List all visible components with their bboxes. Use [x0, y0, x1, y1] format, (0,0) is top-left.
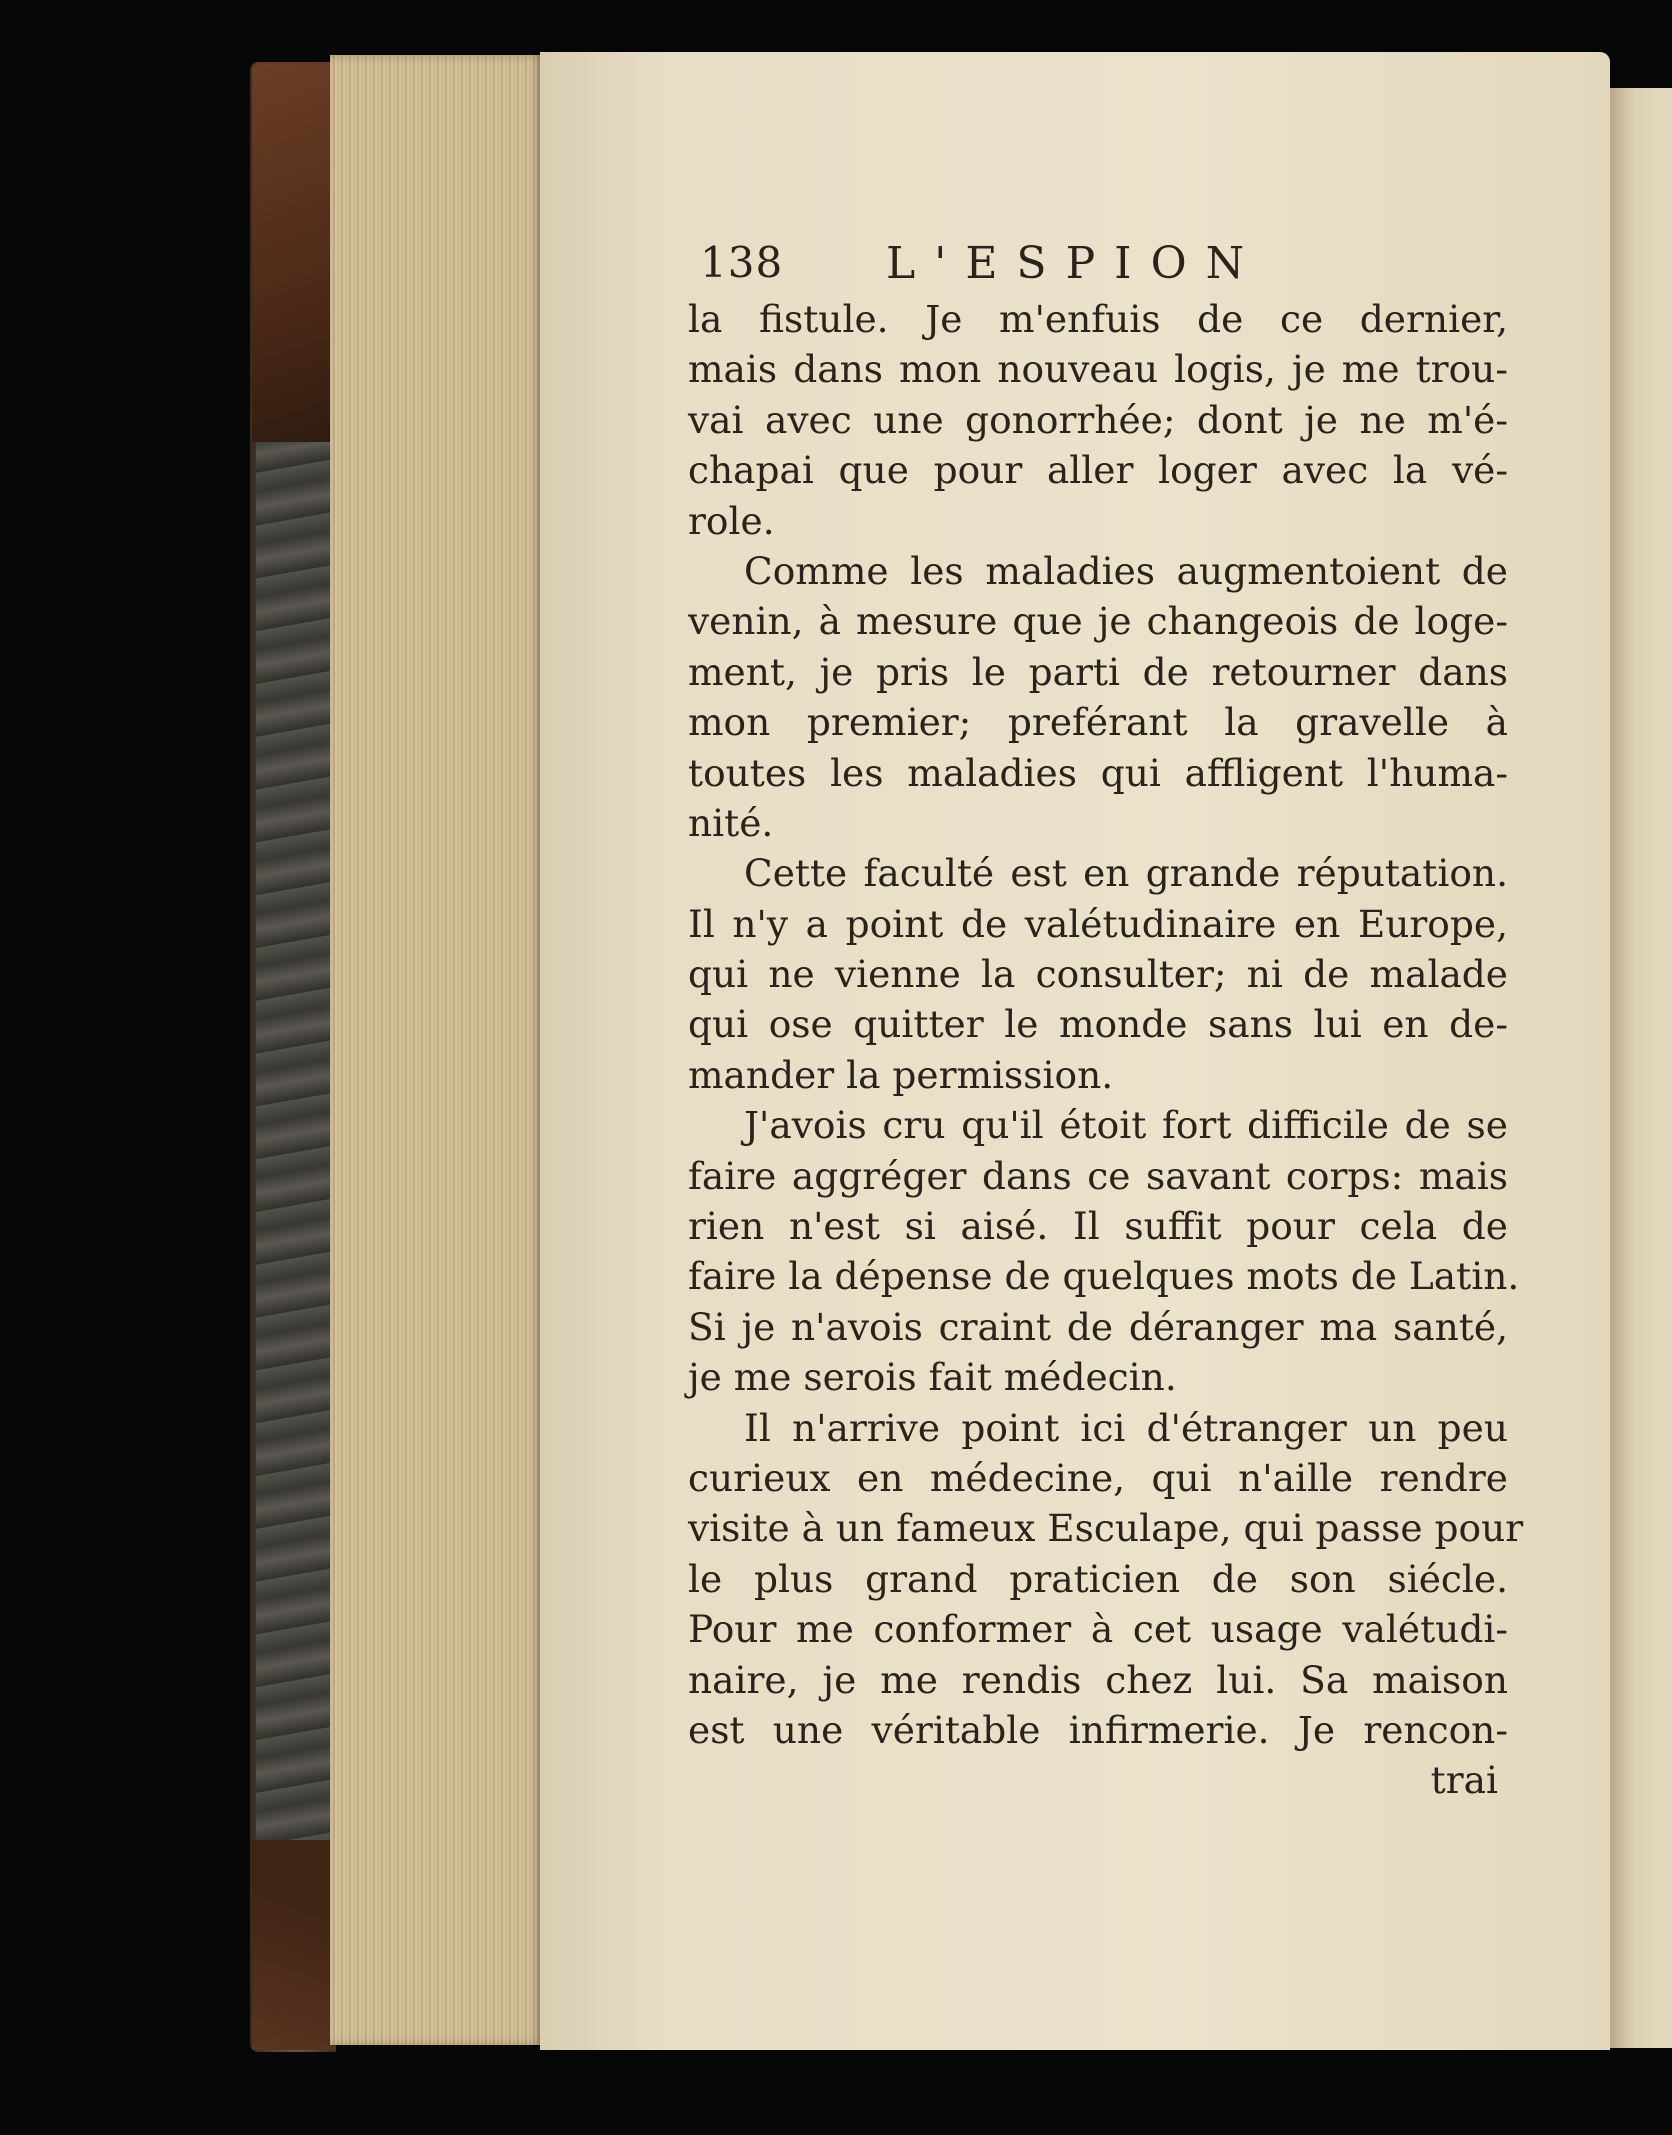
text-line: Pour me conformer à cet usage valétudi- [688, 1607, 1508, 1652]
text-line: est une véritable infirmerie. Je rencon- [688, 1707, 1508, 1752]
text-line: qui ose quitter le monde sans lui en de- [688, 1002, 1508, 1047]
text-line: Comme les maladies augmentoient de [744, 548, 1508, 593]
page-number: 138 [700, 238, 784, 287]
text-line: venin, à mesure que je changeois de loge- [688, 599, 1508, 644]
page-header [688, 238, 1508, 294]
catchword: trai [1430, 1758, 1498, 1803]
text-line: rien n'est si aisé. Il suffit pour cela de [688, 1204, 1508, 1249]
text-line: chapai que pour aller loger avec la vé- [688, 448, 1508, 493]
page-edges [330, 55, 544, 2045]
text-line: Si je n'avois craint de déranger ma santé, [688, 1304, 1508, 1349]
text-line: Cette faculté est en grande réputation. [744, 851, 1508, 896]
running-head: L'ESPION [886, 238, 1264, 289]
text-line: mais dans mon nouveau logis, je me trou- [688, 347, 1508, 392]
text-line: J'avois cru qu'il étoit fort difficile de se [744, 1103, 1508, 1148]
text-line: qui ne vienne la consulter; ni de malade [688, 952, 1508, 997]
text-line: curieux en médecine, qui n'aille rendre [688, 1455, 1508, 1500]
leather-corner-top [252, 62, 336, 442]
facing-page-edge [1610, 88, 1672, 2048]
text-line: je me serois fait médecin. [688, 1355, 1177, 1400]
text-line: Il n'arrive point ici d'étranger un peu [744, 1405, 1508, 1450]
text-line: faire aggréger dans ce savant corps: mais [688, 1153, 1508, 1198]
text-line: vai avec une gonorrhée; dont je ne m'é- [688, 397, 1508, 442]
text-line: faire la dépense de quelques mots de Latin. [688, 1254, 1520, 1299]
text-line: le plus grand praticien de son siécle. [688, 1556, 1508, 1601]
text-line: role. [688, 498, 775, 543]
page-text [688, 238, 1524, 1806]
text-line: Il n'y a point de valétudinaire en Europe, [688, 901, 1508, 946]
text-line: nité. [688, 800, 774, 845]
text-line: ment, je pris le parti de retourner dans [688, 649, 1508, 694]
body-text [688, 294, 1524, 1755]
leather-corner-bottom [252, 1840, 336, 2050]
text-line: mander la permission. [688, 1052, 1114, 1097]
text-line: toutes les maladies qui affligent l'huma- [688, 750, 1508, 795]
text-line: la fistule. Je m'enfuis de ce dernier, [688, 297, 1508, 341]
text-line: naire, je me rendis chez lui. Sa maison [688, 1657, 1508, 1702]
text-line: visite à un fameux Esculape, qui passe pour [688, 1506, 1524, 1551]
marbled-cover [256, 420, 330, 1900]
text-line: mon premier; preférant la gravelle à [688, 700, 1508, 745]
